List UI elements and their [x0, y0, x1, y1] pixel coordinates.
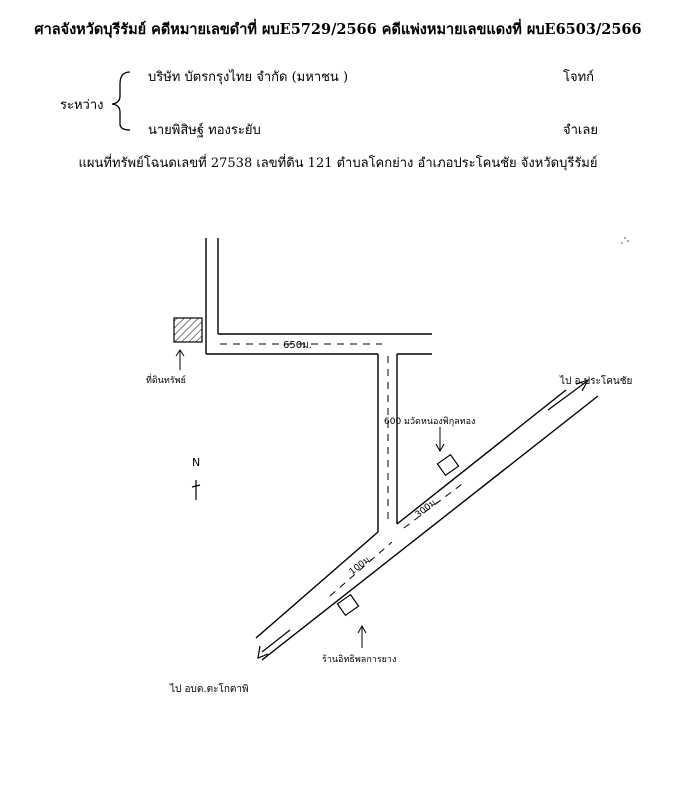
defendant-name: นายพิสิษฐ์ ทองระยับ: [148, 123, 261, 138]
distance-top-label: 650ม.: [283, 340, 312, 351]
distance-vertical-label: 600 ม.: [384, 417, 413, 427]
defendant-role: จำเลย: [563, 123, 598, 138]
property-marker: [174, 318, 202, 342]
plaintiff-name: บริษัท บัตรกรุงไทย จำกัด (มหาชน ): [148, 70, 349, 85]
north-arrow-icon: [192, 480, 200, 500]
party-brace: [112, 72, 130, 130]
to-northeast-label: ไป อ.ประโคนชัย: [560, 376, 633, 387]
property-label: ที่ดินทรัพย์: [146, 376, 186, 386]
to-southwest-label: ไป อบต.ตะโกตาพิ: [170, 684, 249, 695]
document-title: ศาลจังหวัดบุรีรัมย์ คดีหมายเลขดำที่ ผบE5729/2566 คดีแพ่งหมายเลขแดงที่ ผบE6503/2566: [34, 21, 642, 38]
main-road-upper: [256, 532, 378, 638]
temple-marker: [437, 455, 458, 476]
temple-label: วัดหนองพิกุลทอง: [410, 417, 476, 427]
north-label: N: [192, 456, 201, 469]
map-title: แผนที่ทรัพย์โฉนดเลขที่ 27538 เลขที่ดิน 121 ตำบลโคกย่าง อำเภอประโคนชัย จังหวัดบุรีรัมย์: [78, 156, 598, 171]
between-label: ระหว่าง: [60, 98, 104, 113]
shop-label: ร้านอิทธิพลการยาง: [322, 655, 397, 665]
distance-diag-long: 300ม.: [413, 496, 441, 521]
main-road-lower: [262, 396, 598, 660]
smudge: [621, 237, 629, 244]
distance-diag-short: 100ม.: [347, 553, 375, 578]
plaintiff-role: โจทก์: [563, 70, 595, 85]
